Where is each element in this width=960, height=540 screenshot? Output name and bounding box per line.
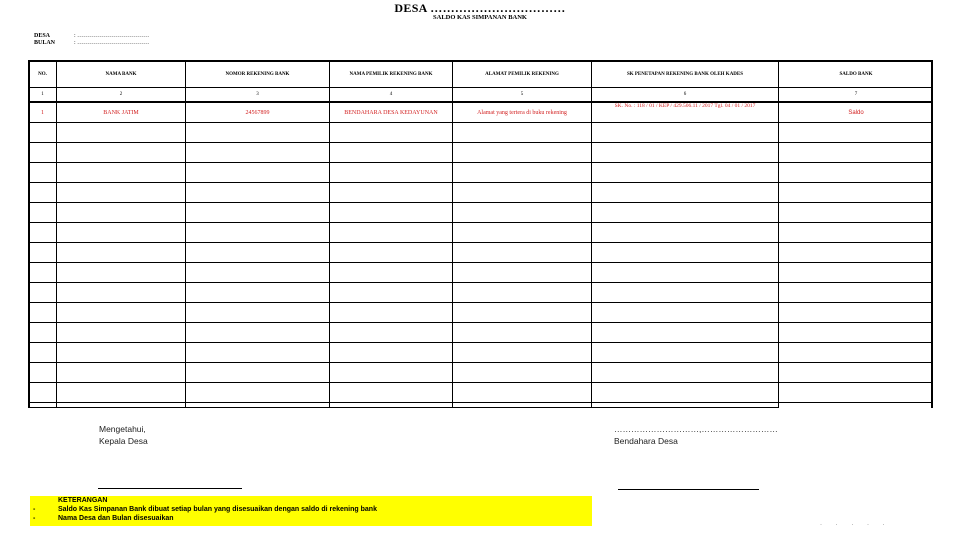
table-cell xyxy=(57,123,186,143)
table-cell xyxy=(57,343,186,363)
table-cell xyxy=(29,283,57,303)
table-cell xyxy=(29,143,57,163)
table-cell xyxy=(186,163,330,183)
table-cell xyxy=(29,323,57,343)
table-cell xyxy=(330,323,453,343)
table-cell xyxy=(779,203,934,223)
table-cell xyxy=(29,303,57,323)
table-cell xyxy=(453,263,592,283)
bendahara-desa-text: Bendahara Desa xyxy=(614,436,678,446)
table-cell xyxy=(779,263,934,283)
table-cell xyxy=(779,343,934,363)
table-cell xyxy=(57,203,186,223)
table-cell xyxy=(186,323,330,343)
column-number: 3 xyxy=(186,88,330,103)
table-cell xyxy=(453,223,592,243)
table-cell xyxy=(779,183,934,203)
page-title: DESA …………………………… xyxy=(394,1,566,15)
header-nama-pemilik: NAMA PEMILIK REKENING BANK xyxy=(330,61,453,88)
table-cell xyxy=(592,263,779,283)
table-row xyxy=(29,363,934,383)
table-cell xyxy=(779,283,934,303)
table-row xyxy=(29,102,934,123)
table-cell xyxy=(57,263,186,283)
table-cell xyxy=(779,303,934,323)
table-cell xyxy=(57,303,186,323)
table-cell xyxy=(592,363,779,383)
table-bottom-rule xyxy=(28,407,778,408)
column-number: 1 xyxy=(29,88,57,103)
table-cell xyxy=(453,283,592,303)
header-nomor-rekening: NOMOR REKENING BANK xyxy=(186,61,330,88)
table-cell xyxy=(779,143,934,163)
table-cell xyxy=(453,203,592,223)
table-cell xyxy=(186,303,330,323)
cell-sk-penetapan: SK. No. : 118 / 01 / KEP / 429.506.11 / 2017 Tgl. 04 / 01 / 2017 xyxy=(592,102,779,123)
table-row xyxy=(29,303,934,323)
table-cell xyxy=(330,163,453,183)
column-number-row xyxy=(29,88,934,103)
table-cell xyxy=(779,383,934,403)
table-cell xyxy=(779,363,934,383)
table-row xyxy=(29,143,934,163)
cell-no: 1 xyxy=(29,102,57,123)
keterangan-item xyxy=(30,505,592,514)
table-cell xyxy=(330,363,453,383)
header-nama-bank: NAMA BANK xyxy=(57,61,186,88)
table-row xyxy=(29,203,934,223)
cell-alamat-pemilik: Alamat yang tertera di buku rekening xyxy=(453,102,592,123)
table-cell xyxy=(779,323,934,343)
table-cell xyxy=(779,163,934,183)
column-number: 2 xyxy=(57,88,186,103)
table-cell xyxy=(592,223,779,243)
table-cell xyxy=(57,163,186,183)
table-cell xyxy=(330,383,453,403)
table-cell xyxy=(330,243,453,263)
kepala-desa-text: Kepala Desa xyxy=(99,436,148,446)
table-cell xyxy=(29,263,57,283)
table-cell xyxy=(29,363,57,383)
table-cell xyxy=(186,143,330,163)
column-number: 4 xyxy=(330,88,453,103)
cell-saldo: Saldo xyxy=(779,102,934,123)
table-cell xyxy=(330,203,453,223)
table-cell xyxy=(453,363,592,383)
page-subtitle: SALDO KAS SIMPANAN BANK xyxy=(433,14,527,21)
bulan-field xyxy=(34,40,149,46)
saldo-table xyxy=(28,60,933,408)
keterangan-item-text: Nama Desa dan Bulan disesuaikan xyxy=(58,515,174,522)
header-alamat-pemilik: ALAMAT PEMILIK REKENING xyxy=(453,61,592,88)
table-row xyxy=(29,183,934,203)
table-cell xyxy=(453,143,592,163)
table-cell xyxy=(592,243,779,263)
bulan-value: : ……………………………… xyxy=(74,40,150,46)
right-signature-block xyxy=(614,423,778,447)
header-sk-penetapan: SK PENETAPAN REKENING BANK OLEH KADES xyxy=(592,61,779,88)
bendahara-signature-line xyxy=(618,489,759,490)
table-cell xyxy=(186,363,330,383)
table-cell xyxy=(592,383,779,403)
table-cell xyxy=(453,243,592,263)
table-header-row xyxy=(29,61,934,88)
column-number: 7 xyxy=(779,88,934,103)
table-row xyxy=(29,243,934,263)
header-saldo-bank: SALDO BANK xyxy=(779,61,934,88)
table-cell xyxy=(592,123,779,143)
table-cell xyxy=(186,263,330,283)
table-cell xyxy=(592,283,779,303)
bulan-label: BULAN xyxy=(34,40,56,46)
table-row xyxy=(29,343,934,363)
cell-nomor-rekening: 24567899 xyxy=(186,102,330,123)
table-cell xyxy=(592,303,779,323)
table-frame xyxy=(28,60,933,408)
table-cell xyxy=(592,163,779,183)
table-cell xyxy=(330,343,453,363)
cell-nama-pemilik: BENDAHARA DESA KEDAYUNAN xyxy=(330,102,453,123)
table-cell xyxy=(330,223,453,243)
table-cell xyxy=(779,243,934,263)
table-cell xyxy=(57,283,186,303)
table-cell xyxy=(29,183,57,203)
table-cell xyxy=(29,223,57,243)
desa-label: DESA xyxy=(34,33,51,39)
keterangan-item-text: Saldo Kas Simpanan Bank dibuat setiap bulan yang disesuaikan dengan saldo di rekening bank xyxy=(58,506,377,513)
table-cell xyxy=(330,143,453,163)
table-cell xyxy=(186,223,330,243)
table-row xyxy=(29,123,934,143)
table-cell xyxy=(57,223,186,243)
table-cell xyxy=(57,143,186,163)
table-cell xyxy=(453,123,592,143)
table-cell xyxy=(453,183,592,203)
column-number: 6 xyxy=(592,88,779,103)
table-cell xyxy=(453,303,592,323)
kepala-desa-signature-line xyxy=(98,488,242,489)
table-cell xyxy=(57,243,186,263)
table-cell xyxy=(186,183,330,203)
table-cell xyxy=(592,183,779,203)
mengetahui-text: Mengetahui, xyxy=(99,424,146,434)
table-cell xyxy=(592,203,779,223)
table-cell xyxy=(57,383,186,403)
table-cell xyxy=(330,123,453,143)
keterangan-item xyxy=(30,514,592,523)
bullet-dash: - xyxy=(33,515,36,522)
table-cell xyxy=(453,323,592,343)
table-cell xyxy=(592,323,779,343)
column-number: 5 xyxy=(453,88,592,103)
table-cell xyxy=(592,343,779,363)
table-row xyxy=(29,323,934,343)
table-cell xyxy=(779,123,934,143)
table-cell xyxy=(779,223,934,243)
bullet-dash: - xyxy=(33,506,36,513)
table-cell xyxy=(29,203,57,223)
keterangan-title: KETERANGAN xyxy=(58,497,108,504)
table-cell xyxy=(57,183,186,203)
table-cell xyxy=(186,383,330,403)
table-cell xyxy=(29,243,57,263)
table-row xyxy=(29,283,934,303)
table-cell xyxy=(453,343,592,363)
table-cell xyxy=(330,303,453,323)
keterangan-box xyxy=(30,496,592,526)
table-cell xyxy=(186,283,330,303)
table-cell xyxy=(330,183,453,203)
table-cell xyxy=(29,343,57,363)
desa-value: : ……………………………… xyxy=(74,33,150,39)
table-cell xyxy=(186,343,330,363)
header-no: NO. xyxy=(29,61,57,88)
table-cell xyxy=(330,283,453,303)
table-cell xyxy=(57,323,186,343)
left-signature-block xyxy=(99,423,148,447)
table-cell xyxy=(29,163,57,183)
desa-field xyxy=(34,33,149,39)
table-row xyxy=(29,263,934,283)
table-row xyxy=(29,383,934,403)
table-cell xyxy=(453,383,592,403)
table-cell xyxy=(330,263,453,283)
table-cell xyxy=(453,163,592,183)
table-cell xyxy=(57,363,186,383)
table-row xyxy=(29,163,934,183)
table-cell xyxy=(29,123,57,143)
cell-nama-bank: BANK JATIM xyxy=(57,102,186,123)
table-cell xyxy=(592,143,779,163)
place-date-text: …………………………,……………………… xyxy=(614,424,778,434)
table-cell xyxy=(29,383,57,403)
table-cell xyxy=(779,403,934,409)
table-cell xyxy=(186,123,330,143)
table-row xyxy=(29,223,934,243)
table-cell xyxy=(186,203,330,223)
scan-specks: · · · · · xyxy=(820,522,891,528)
table-cell xyxy=(186,243,330,263)
